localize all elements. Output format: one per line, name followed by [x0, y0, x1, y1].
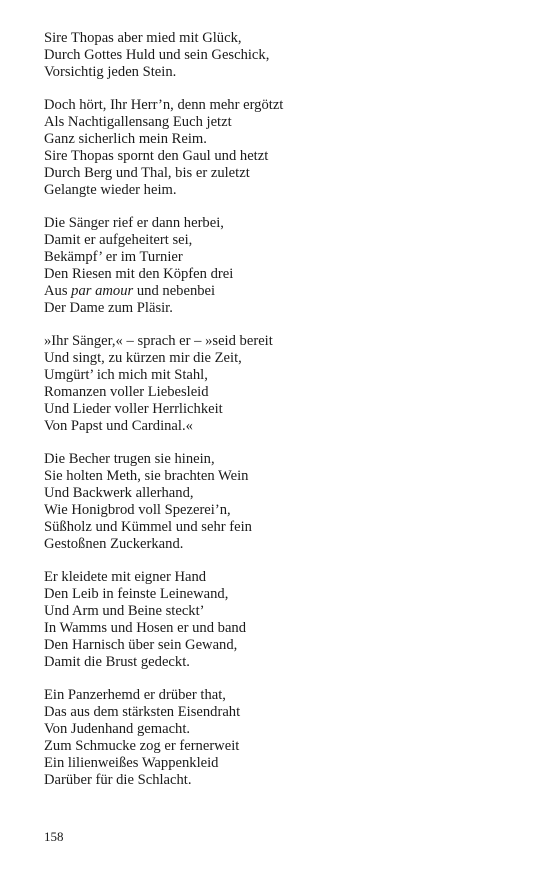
verse-line: Und Backwerk allerhand,	[44, 485, 194, 502]
verse-line: Und Lieder voller Herrlichkeit	[44, 401, 223, 417]
verse-line: Bekämpf’ er im Turnier	[44, 249, 183, 266]
verse-line: Süßholz und Kümmel und sehr fein	[44, 519, 252, 536]
verse-line: Sie holten Meth, sie brachten Wein	[44, 468, 249, 485]
stanza-1	[44, 30, 524, 81]
verse-line: Und singt, zu kürzen mir die Zeit,	[44, 350, 242, 367]
page-number: 158	[44, 829, 64, 844]
stanza-6	[44, 569, 524, 670]
verse-line: Damit er aufgeheitert sei,	[44, 232, 193, 249]
verse-line: Wie Honigbrod voll Spezerei’n,	[44, 502, 231, 519]
verse-line: Gestoßnen Zuckerkand.	[44, 535, 184, 552]
verse-segment: Aus	[44, 282, 72, 299]
italic-phrase: par amour	[71, 282, 134, 299]
verse-line: Der Dame zum Pläsir.	[44, 299, 173, 316]
verse-line-mixed	[44, 283, 524, 300]
verse-line: In Wamms und Hosen er und band	[44, 620, 247, 637]
stanza-2	[44, 97, 524, 198]
verse-line: »Ihr Sänger,« – sprach er – »seid bereit	[44, 333, 273, 350]
verse-line: Ein Panzerhemd er drüber that,	[44, 687, 226, 704]
verse-line: Damit die Brust gedeckt.	[44, 653, 190, 670]
poem-text	[44, 30, 524, 806]
verse-line: Und Arm und Beine steckt’	[44, 603, 205, 620]
verse-line: Den Riesen mit den Köpfen drei	[44, 266, 234, 283]
verse-line: Als Nachtigallensang Euch jetzt	[44, 114, 232, 131]
verse-line: Er kleidete mit eigner Hand	[44, 569, 207, 586]
verse-line: Von Judenhand gemacht.	[44, 721, 191, 738]
verse-line: Doch hört, Ihr Herr’n, denn mehr ergötzt	[44, 97, 284, 114]
stanza-5	[44, 451, 524, 552]
stanza-4	[44, 333, 524, 434]
verse-line: Das aus dem stärksten Eisendraht	[44, 704, 241, 721]
verse-line: Zum Schmucke zog er fernerweit	[44, 738, 240, 755]
verse-line: Gelangte wieder heim.	[44, 181, 177, 198]
verse-line: Ganz sicherlich mein Reim.	[44, 131, 207, 148]
verse-line: Sire Thopas spornt den Gaul und hetzt	[44, 148, 269, 165]
verse-line: Durch Berg und Thal, bis er zuletzt	[44, 164, 250, 181]
verse-line: Sire Thopas aber mied mit Glück,	[44, 30, 242, 46]
stanza-3	[44, 215, 524, 316]
verse-line: Darüber für die Schlacht.	[44, 772, 192, 788]
verse-line: Den Harnisch über sein Gewand,	[44, 637, 238, 654]
verse-segment: und nebenbei	[133, 282, 216, 299]
verse-line: Von Papst und Cardinal.«	[44, 417, 193, 434]
verse-line: Den Leib in feinste Leinewand,	[44, 586, 229, 603]
stanza-7	[44, 687, 524, 788]
verse-line: Umgürt’ ich mich mit Stahl,	[44, 367, 208, 384]
verse-line: Durch Gottes Huld und sein Geschick,	[44, 46, 270, 63]
verse-line: Vorsichtig jeden Stein.	[44, 63, 177, 80]
verse-line: Romanzen voller Liebesleid	[44, 384, 209, 401]
verse-line: Die Becher trugen sie hinein,	[44, 451, 215, 468]
verse-line: Die Sänger rief er dann herbei,	[44, 215, 224, 232]
verse-line: Ein lilienweißes Wappenkleid	[44, 755, 219, 772]
